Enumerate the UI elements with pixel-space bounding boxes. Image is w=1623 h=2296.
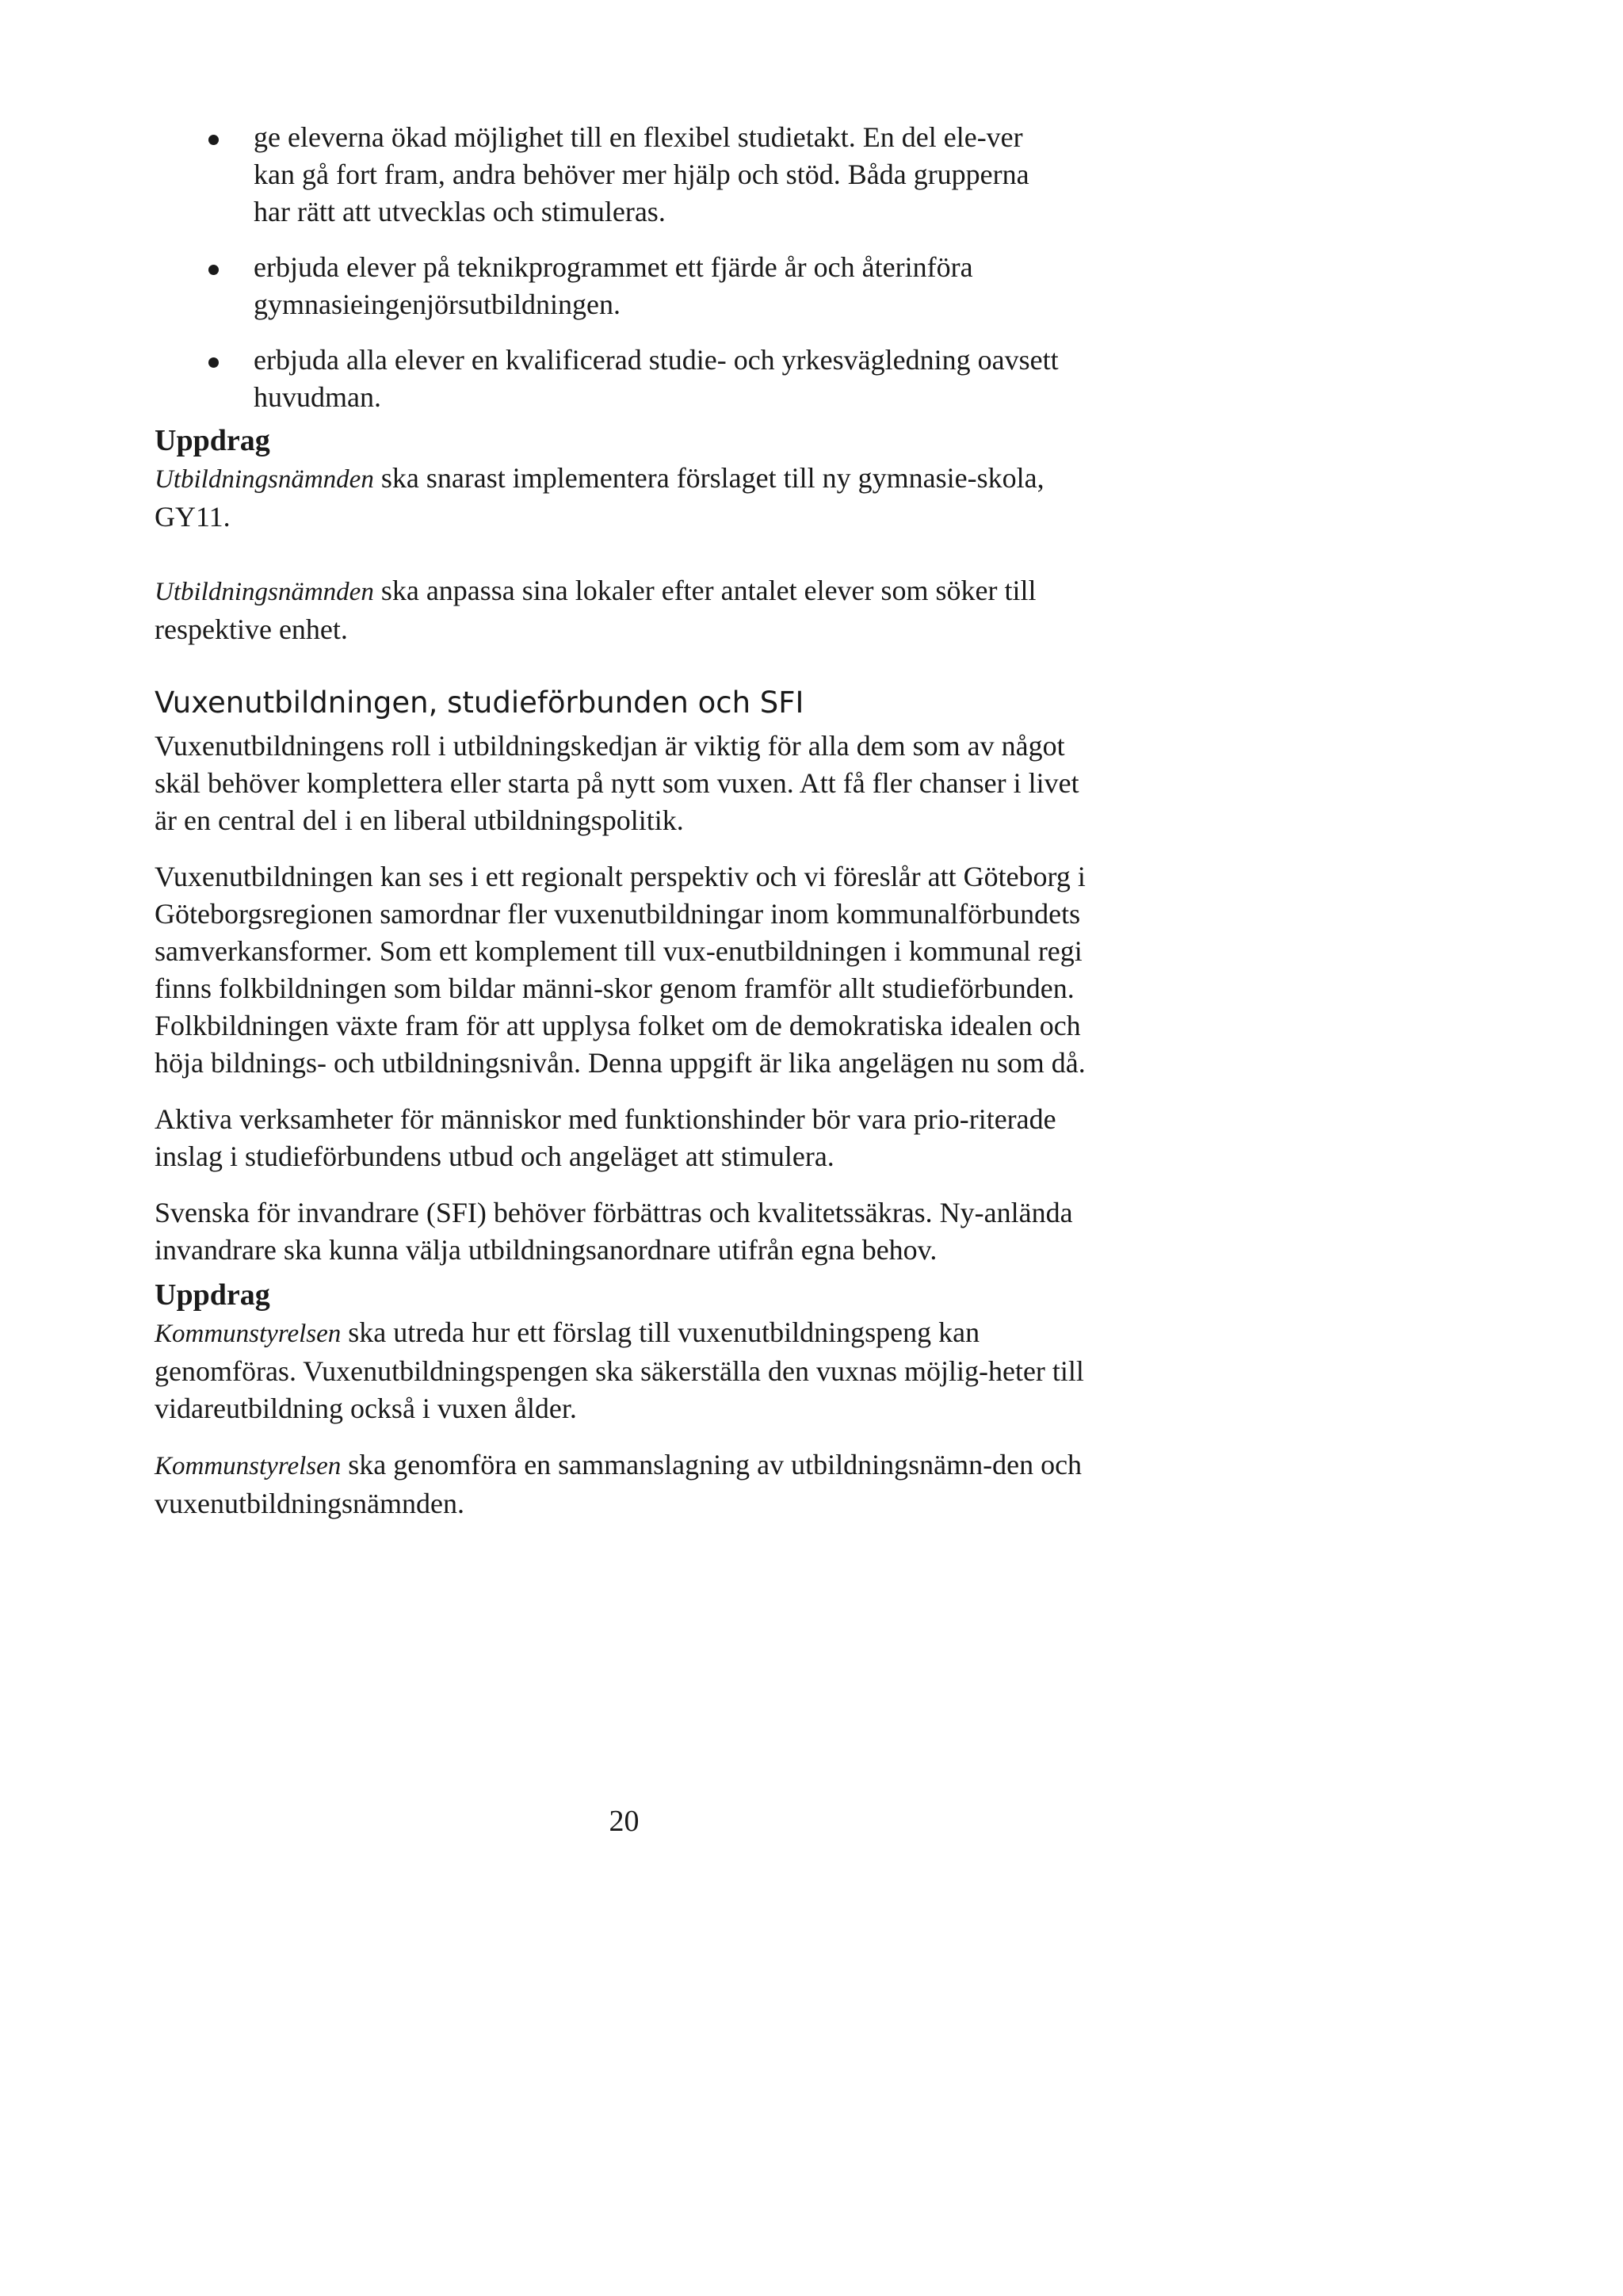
bullet-icon <box>208 135 219 145</box>
bullet-item <box>155 119 1070 231</box>
assignment-text: ska utreda hur ett förslag till vuxenutbildningspeng kan genomföras. Vuxenutbildningspengen ska säkerställa den vuxnas möjlig-heter till vidareutbildning också i vuxen ålder. <box>155 1316 1084 1424</box>
document-page <box>155 119 1094 1838</box>
section-heading: Vuxenutbildningen, studieförbunden och SFI <box>155 686 804 720</box>
assignee-name: Kommunstyrelsen <box>155 1320 342 1348</box>
bullet-text: erbjuda elever på teknikprogrammet ett fjärde år och återinföra gymnasieingenjörsutbildningen. <box>254 251 973 320</box>
bullet-text: ge eleverna ökad möjlighet till en flexibel studietakt. En del ele-ver kan gå fort fram, andra behöver mer hjälp och stöd. Båda grupperna har rätt att utvecklas och stimuleras. <box>254 121 1029 227</box>
bullet-item <box>155 342 1070 416</box>
uppdrag-heading: Uppdrag <box>155 1278 270 1312</box>
bullet-list <box>155 119 1094 416</box>
body-paragraph: Svenska för invandrare (SFI) behöver förbättras och kvalitetssäkras. Ny-anlända invandrare ska kunna välja utbildningsanordnare utifrån egna behov. <box>155 1197 1073 1266</box>
assignment-text: ska anpassa sina lokaler efter antalet elever som söker till respektive enhet. <box>155 575 1037 645</box>
bullet-item <box>155 249 1070 323</box>
assignee-name: Kommunstyrelsen <box>155 1452 342 1480</box>
assignment-paragraph <box>155 1314 1094 1427</box>
assignment-paragraph <box>155 460 1094 536</box>
assignment-paragraph <box>155 572 1094 648</box>
page-number: 20 <box>609 1805 640 1838</box>
assignment-text: ska snarast implementera förslaget till ny gymnasie-skola, GY11. <box>155 462 1044 533</box>
body-paragraph: Vuxenutbildningen kan ses i ett regionalt perspektiv och vi föreslår att Göteborg i Göteborgsregionen samordnar fler vuxenutbildningar inom kommunalförbundets samverkansformer. Som ett komplement till vux-enutbildningen i kommunal regi finns folkbildningen som bildar männi-skor genom framför allt studieförbunden. Folkbildningen växte fram för att upplysa folket om de demokratiska idealen och höja bildnings- och utbildningsnivån. Denna uppgift är lika angelägen nu som då. <box>155 861 1086 1079</box>
assignee-name: Utbildningsnämnden <box>155 465 374 494</box>
bullet-icon <box>208 357 219 368</box>
bullet-icon <box>208 265 219 275</box>
assignment-text: ska genomföra en sammanslagning av utbildningsnämn-den och vuxenutbildningsnämnden. <box>155 1449 1083 1519</box>
assignment-paragraph <box>155 1446 1094 1522</box>
uppdrag-heading: Uppdrag <box>155 424 270 457</box>
assignee-name: Utbildningsnämnden <box>155 578 374 606</box>
bullet-text: erbjuda alla elever en kvalificerad studie- och yrkesvägledning oavsett huvudman. <box>254 344 1059 413</box>
body-paragraph: Aktiva verksamheter för människor med funktionshinder bör vara prio-riterade inslag i studieförbundens utbud och angeläget att stimulera. <box>155 1103 1056 1172</box>
body-paragraph: Vuxenutbildningens roll i utbildningskedjan är viktig för alla dem som av något skäl behöver komplettera eller starta på nytt som vuxen. Att få fler chanser i livet är en central del i en liberal utbildningspolitik. <box>155 730 1079 836</box>
